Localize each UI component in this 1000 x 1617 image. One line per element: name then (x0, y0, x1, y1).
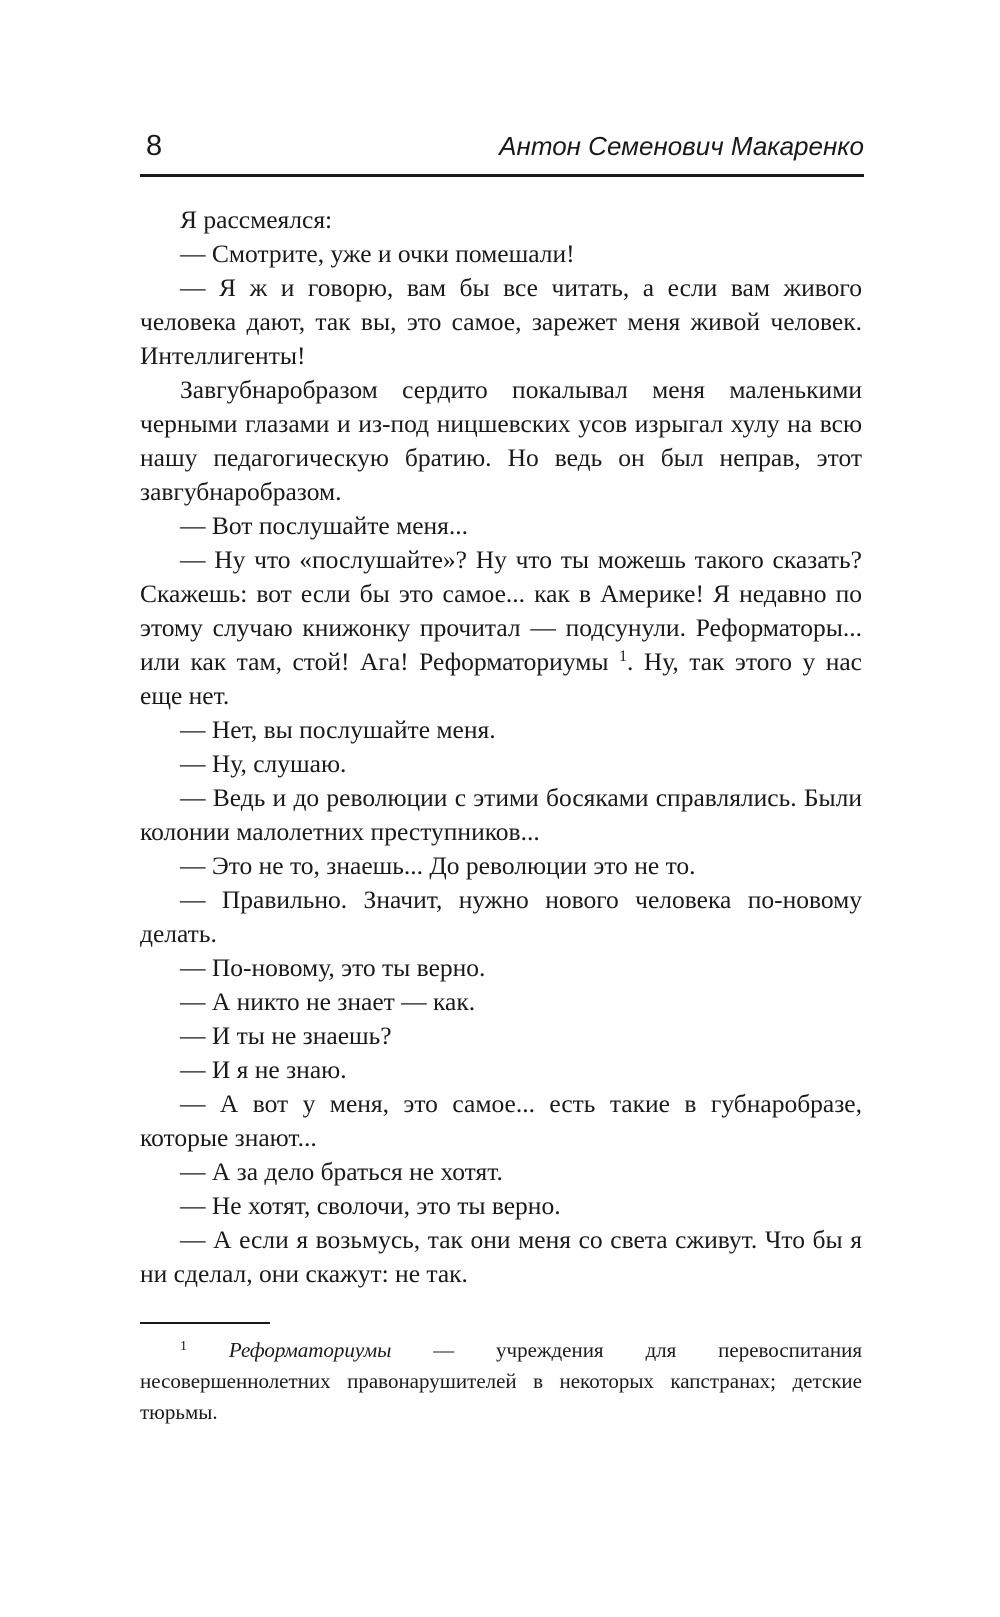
paragraph: — Я ж и говорю, вам бы все читать, а если вам живого человека дают, так вы, это самое, зарежет меня живой человек. Интеллигенты! (140, 273, 862, 370)
paragraph: — И я не знаю. (180, 1055, 347, 1084)
paragraph: — Нет, вы послушайте меня. (180, 715, 496, 744)
footnote-text: — учреждения для перевоспитания несовершеннолетних правонарушителей в некоторых капстранах; детские тюрьмы. (140, 1338, 863, 1424)
footnote-term: Реформаториумы (228, 1338, 392, 1362)
footnote-reference: 1 (618, 648, 627, 665)
paragraph: — Смотрите, уже и очки помешали! (180, 239, 575, 268)
paragraph: Завгубнаробразом сердито покалывал меня маленькими черными глазами и из-под ницшевских усов изрыгал хулу на всю нашу педагогическую братию. Но ведь он был неправ, этот завгубнаробразом. (140, 375, 862, 506)
paragraph-text-tail: . Ну, так этого у нас еще нет. (140, 647, 862, 710)
paragraph: — Правильно. Значит, нужно нового человека по-новому делать. (140, 885, 862, 948)
page-number: 8 (146, 130, 163, 162)
paragraph: — А если я возьмусь, так они меня со света сживут. Что бы я ни сделал, они скажут: не так. (140, 1225, 862, 1288)
paragraph: — Вот послушайте меня... (180, 511, 469, 540)
paragraph: — Это не то, знаешь... До революции это не то. (180, 851, 696, 880)
paragraph-text: — Ну что «послушайте»? Ну что ты можешь такого сказать? Скажешь: вот если бы это самое... как в Америке! Я недавно по этому случаю книжонку прочитал — подсунули. Реформаторы... или как там, стой! Ага! Реформаториумы (140, 545, 862, 676)
paragraph: Я рассмеялся: (180, 205, 333, 234)
paragraph: — А за дело браться не хотят. (180, 1157, 503, 1186)
footnote-mark: 1 (180, 1339, 187, 1354)
footnote (140, 1335, 862, 1428)
paragraph: — Не хотят, сволочи, это ты верно. (180, 1191, 561, 1220)
paragraph: — Ну, слушаю. (180, 749, 347, 778)
paragraph: — И ты не знаешь? (180, 1021, 392, 1050)
body-text (140, 203, 862, 1291)
paragraph: — А вот у меня, это самое... есть такие в губнаробразе, которые знают... (140, 1089, 862, 1152)
paragraph: — Ведь и до революции с этими босяками справлялись. Были колонии малолетних преступников... (140, 783, 862, 846)
page-header (140, 128, 864, 172)
book-page (140, 0, 864, 1617)
header-rule (140, 174, 864, 177)
paragraph: — А никто не знает — как. (180, 987, 476, 1016)
paragraph-with-footnote (140, 543, 862, 713)
paragraph: — По-новому, это ты верно. (180, 953, 486, 982)
footnote-rule (140, 1322, 270, 1324)
running-head: Антон Семенович Макаренко (499, 131, 864, 161)
